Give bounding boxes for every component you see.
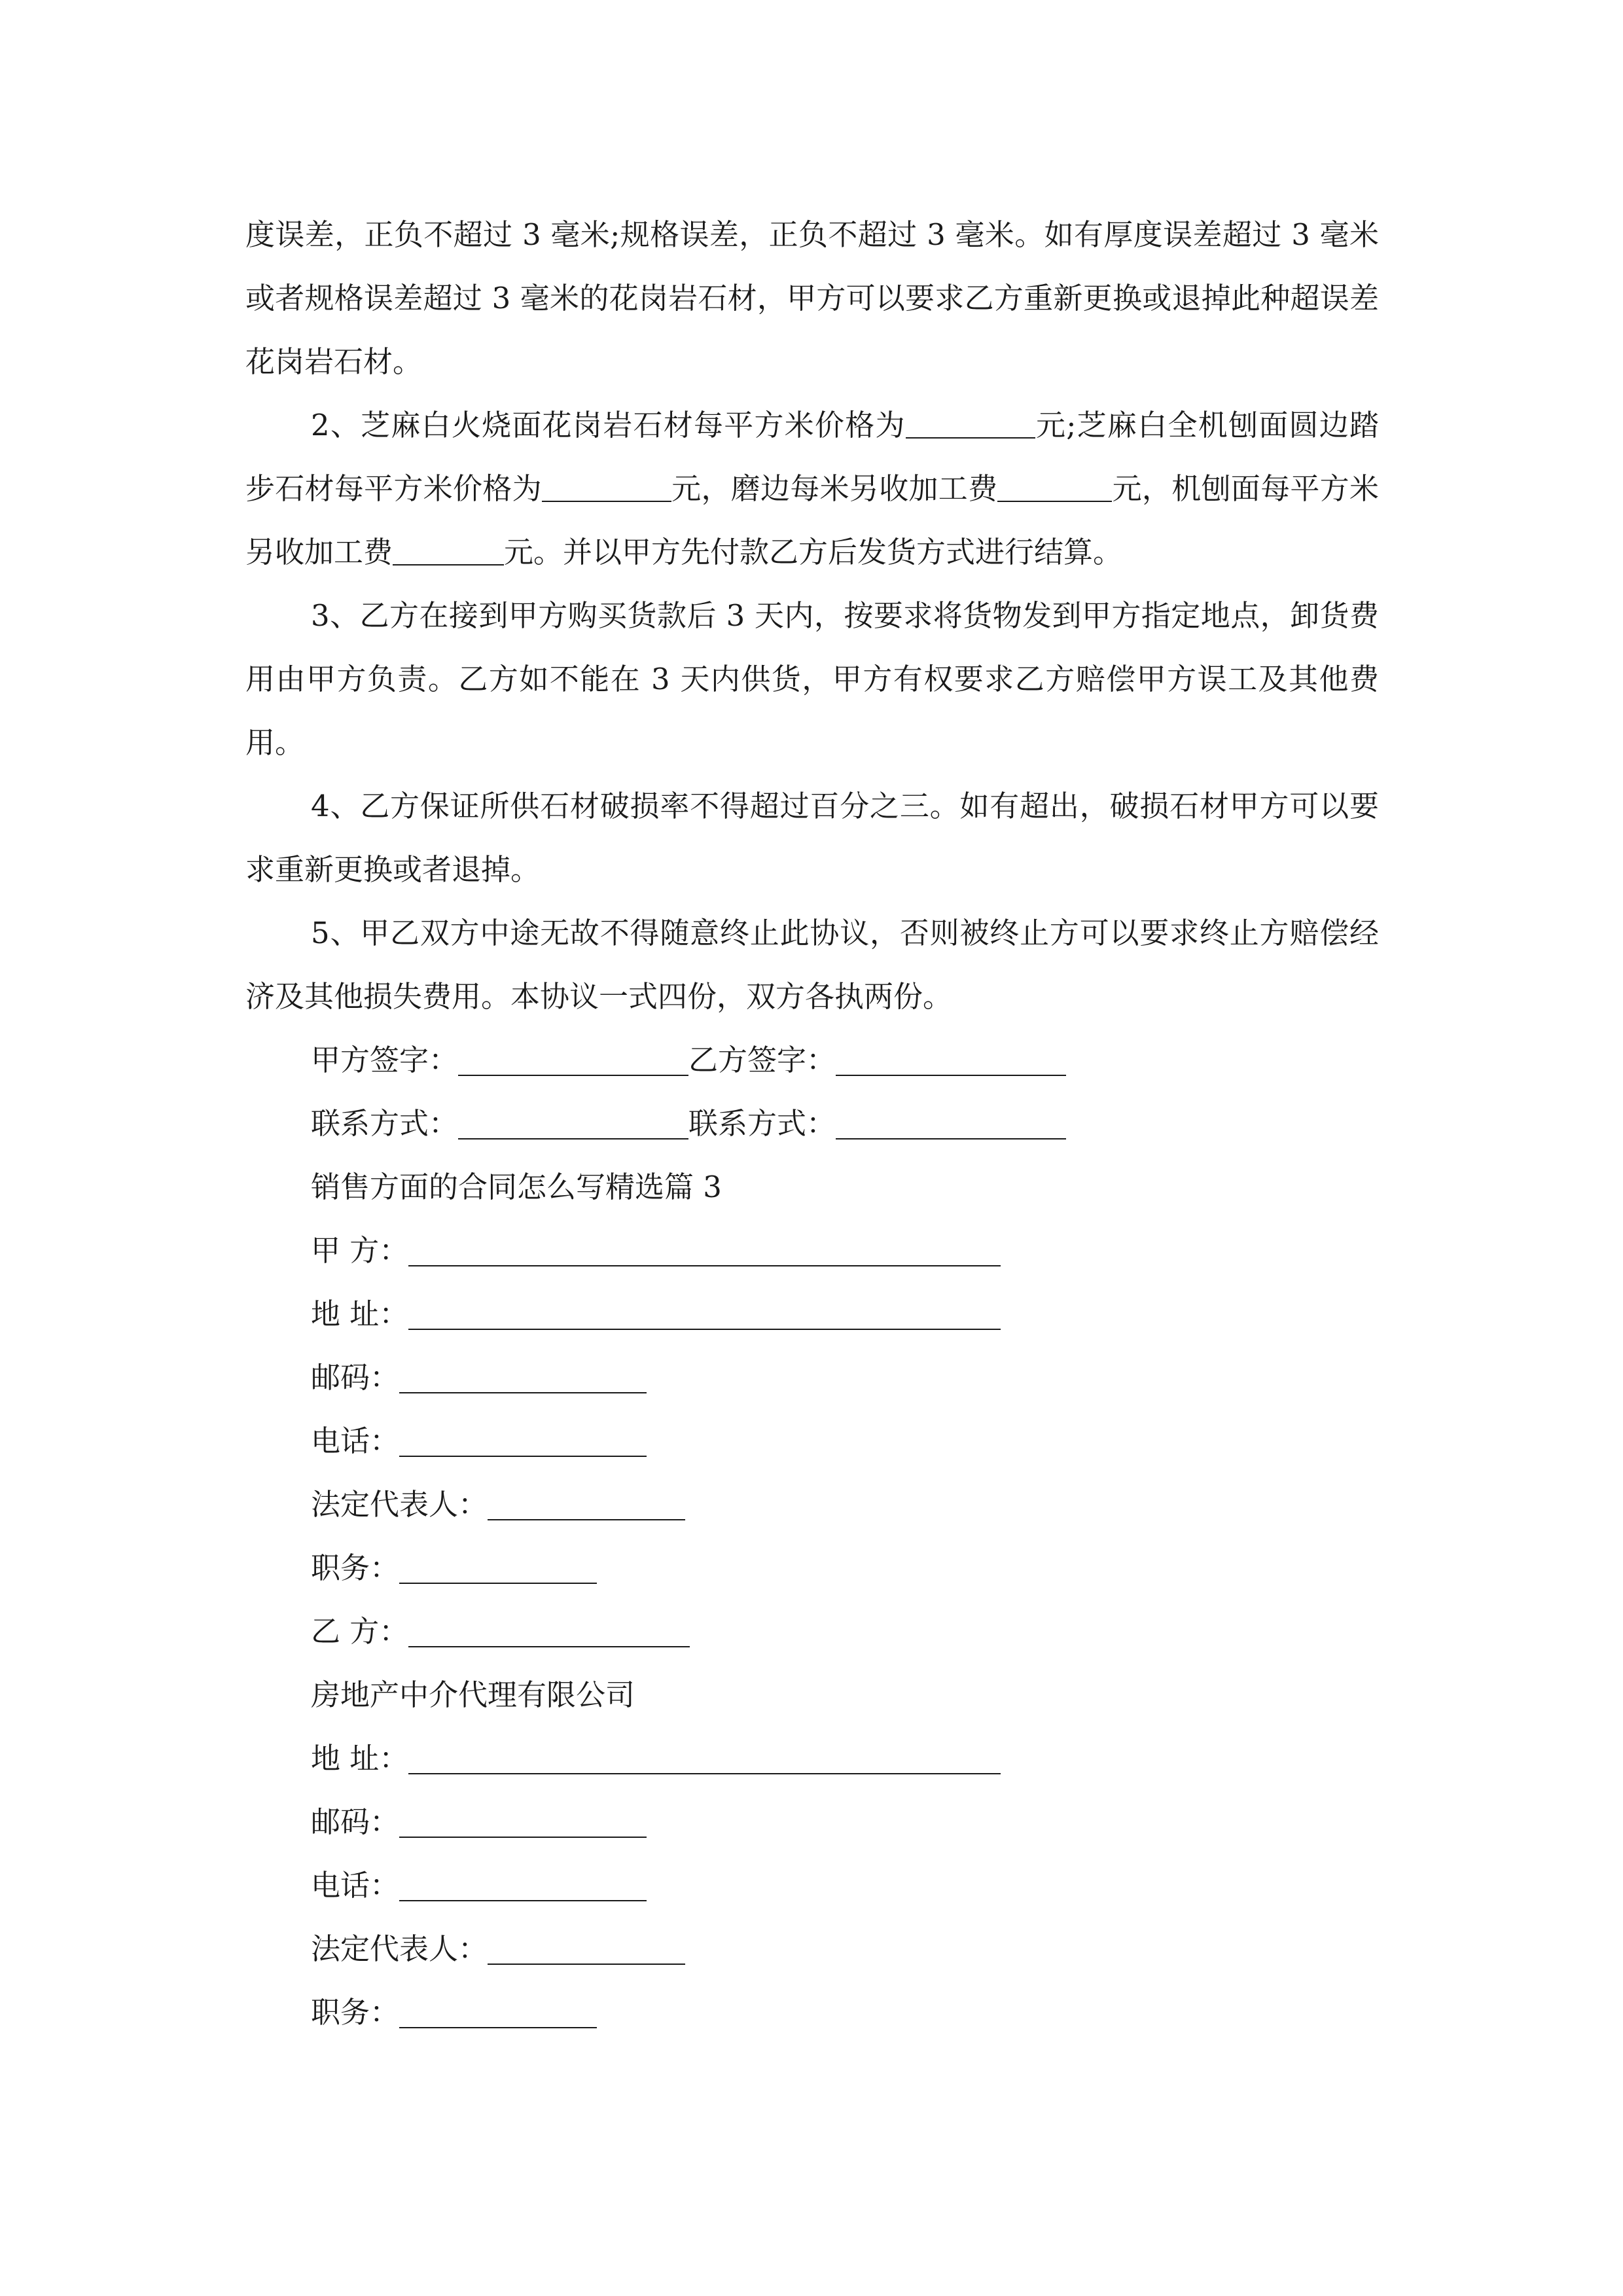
price-text-1: 2、芝麻白火烧面花岗岩石材每平方米价格为: [311, 408, 906, 442]
phone-b-row: [311, 1854, 647, 1917]
contact-a-field[interactable]: [458, 1107, 688, 1139]
price-text-5: 元。并以甲方先付款乙方后发货方式进行结算。: [504, 535, 1123, 569]
address-b-row: [311, 1727, 1001, 1790]
address-a-field[interactable]: [408, 1298, 1001, 1330]
paragraph-breakage: 4、乙方保证所供石材破损率不得超过百分之三。如有超出，破损石材甲方可以要求重新更换或者退掉。: [245, 789, 1379, 887]
contact-a-label: 联系方式：: [311, 1106, 459, 1141]
address-b-field[interactable]: [408, 1742, 1001, 1774]
address-a-row: [311, 1282, 1001, 1346]
position-a-label: 职务：: [311, 1551, 400, 1585]
party-b-sign-field[interactable]: [836, 1044, 1066, 1076]
postcode-a-row: [311, 1346, 647, 1409]
postcode-b-label: 邮码：: [311, 1804, 400, 1839]
party-a-sign-label: 甲方签字：: [311, 1043, 459, 1077]
phone-a-label: 电话：: [311, 1424, 400, 1458]
party-b-sign-label: 乙方签字：: [688, 1043, 836, 1077]
postcode-b-field[interactable]: [399, 1806, 647, 1838]
price-blank-2[interactable]: [542, 471, 671, 502]
party-a-row: [311, 1219, 1001, 1282]
legal-rep-b-row: [311, 1917, 685, 1981]
legal-rep-a-field[interactable]: [488, 1488, 685, 1520]
position-a-field[interactable]: [399, 1552, 597, 1584]
signature-row: [311, 1028, 1066, 1092]
party-a-label: 甲 方：: [311, 1233, 409, 1268]
phone-a-row: [311, 1409, 647, 1473]
postcode-b-row: [311, 1790, 647, 1854]
phone-a-field[interactable]: [399, 1425, 647, 1457]
section-title: 销售方面的合同怎么写精选篇 3: [311, 1170, 722, 1204]
postcode-a-field[interactable]: [399, 1361, 647, 1393]
price-text-4: 元，机刨面每平方米另收加工费: [245, 471, 1379, 569]
contact-b-label: 联系方式：: [688, 1106, 836, 1141]
position-b-label: 职务：: [311, 1995, 400, 2030]
price-text-3: 元，磨边每米另收加工费: [671, 471, 998, 506]
paragraph-tolerance: 度误差，正负不超过 3 毫米;规格误差，正负不超过 3 毫米。如有厚度误差超过 3 毫米或者规格误差超过 3 毫米的花岗岩石材，甲方可以要求乙方重新更换或退掉此种超误差花岗岩石材。: [245, 217, 1379, 379]
party-b-row: [311, 1600, 690, 1663]
phone-b-field[interactable]: [399, 1869, 647, 1901]
paragraph-delivery: 3、乙方在接到甲方购买货款后 3 天内，按要求将货物发到甲方指定地点，卸货费用由甲方负责。乙方如不能在 3 天内供货，甲方有权要求乙方赔偿甲方误工及其他费用。: [245, 598, 1379, 760]
position-a-row: [311, 1536, 597, 1600]
price-blank-3[interactable]: [997, 471, 1112, 502]
legal-rep-a-row: [311, 1473, 685, 1536]
contact-b-field[interactable]: [836, 1107, 1066, 1139]
position-b-row: [311, 1981, 597, 2044]
postcode-a-label: 邮码：: [311, 1360, 400, 1395]
contact-row: [311, 1092, 1066, 1155]
party-b-field[interactable]: [408, 1615, 690, 1647]
legal-rep-a-label: 法定代表人：: [311, 1487, 488, 1522]
legal-rep-b-label: 法定代表人：: [311, 1931, 488, 1966]
paragraph-termination: 5、甲乙双方中途无故不得随意终止此协议，否则被终止方可以要求终止方赔偿经济及其他损失费用。本协议一式四份，双方各执两份。: [245, 916, 1379, 1014]
company-name: 房地产中介代理有限公司: [311, 1677, 635, 1712]
position-b-field[interactable]: [399, 1996, 597, 2028]
paragraph-price: [245, 393, 1379, 584]
price-text-2: 元;芝麻白全机刨面圆边踏步石材每平方米价格为: [245, 408, 1379, 506]
party-b-label: 乙 方：: [311, 1614, 409, 1649]
party-a-sign-field[interactable]: [458, 1044, 688, 1076]
phone-b-label: 电话：: [311, 1868, 400, 1903]
address-b-label: 地 址：: [311, 1741, 409, 1776]
price-blank-1[interactable]: [906, 408, 1035, 439]
address-a-label: 地 址：: [311, 1297, 409, 1331]
party-a-field[interactable]: [408, 1234, 1001, 1266]
price-blank-4[interactable]: [393, 535, 504, 565]
legal-rep-b-field[interactable]: [488, 1933, 685, 1965]
